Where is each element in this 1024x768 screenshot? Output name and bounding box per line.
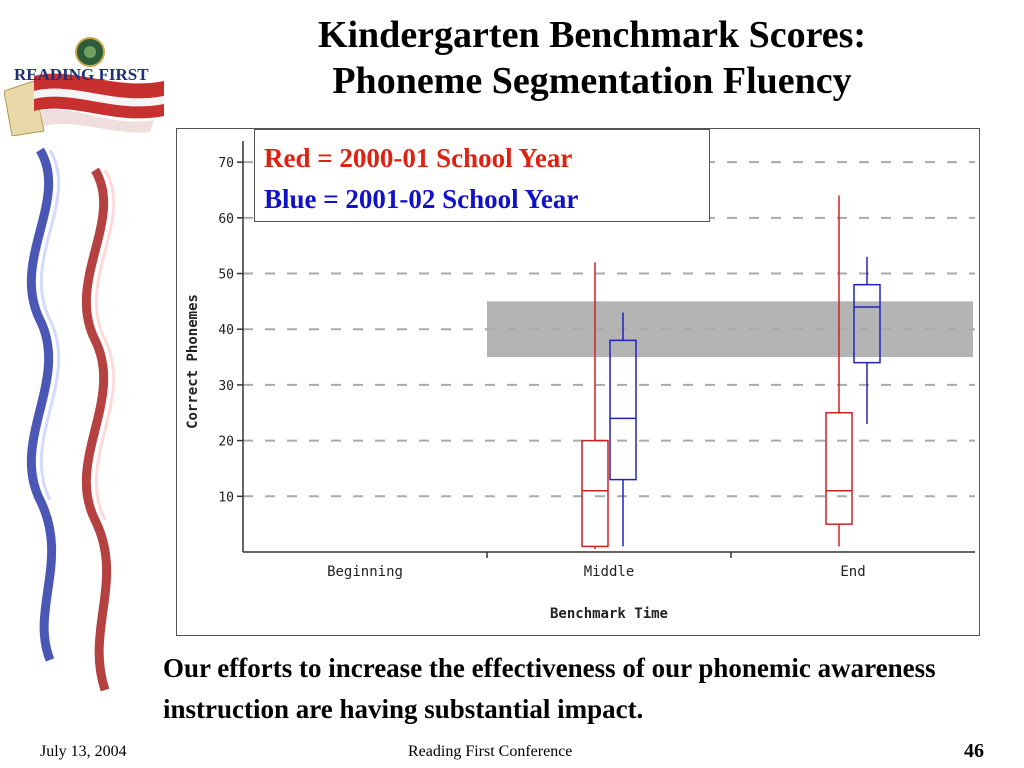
reading-first-logo	[4, 36, 164, 136]
legend-blue-label: Blue = 2001-02 School Year	[264, 184, 579, 214]
footer-date: July 13, 2004	[40, 743, 127, 760]
y-ticks	[218, 156, 243, 505]
logo-text: READING FIRST	[14, 65, 149, 84]
y-tick-label: 30	[218, 378, 234, 394]
legend-red-label: Red = 2000-01 School Year	[264, 143, 573, 173]
y-tick-label: 20	[218, 434, 234, 450]
box-2000-01-school-year-end	[826, 196, 852, 547]
x-axis-label: Benchmark Time	[549, 606, 669, 622]
box-iqr	[610, 340, 636, 479]
y-tick-label: 10	[218, 490, 234, 506]
x-ticks	[327, 552, 866, 580]
chart-legend	[254, 129, 710, 222]
title-line-2: Phoneme Segmentation Fluency	[332, 60, 852, 102]
slide-caption: Our efforts to increase the effectiveness of our phonemic awareness instruction are having substantial impact.	[163, 653, 936, 724]
x-tick-label: Middle	[583, 564, 635, 580]
y-tick-label: 50	[218, 267, 234, 283]
x-tick-label: Beginning	[327, 564, 403, 580]
y-tick-label: 70	[218, 156, 234, 172]
footer-conference: Reading First Conference	[408, 743, 573, 760]
y-tick-label: 60	[218, 211, 234, 227]
slide-title	[170, 12, 1014, 104]
x-tick-label: End	[840, 564, 866, 580]
title-line-1: Kindergarten Benchmark Scores:	[317, 14, 867, 56]
page-number: 46	[964, 740, 984, 762]
box-iqr	[582, 441, 608, 547]
y-tick-label: 40	[218, 323, 234, 339]
box-iqr	[826, 413, 852, 524]
y-axis-label: Correct Phonemes	[185, 294, 201, 429]
